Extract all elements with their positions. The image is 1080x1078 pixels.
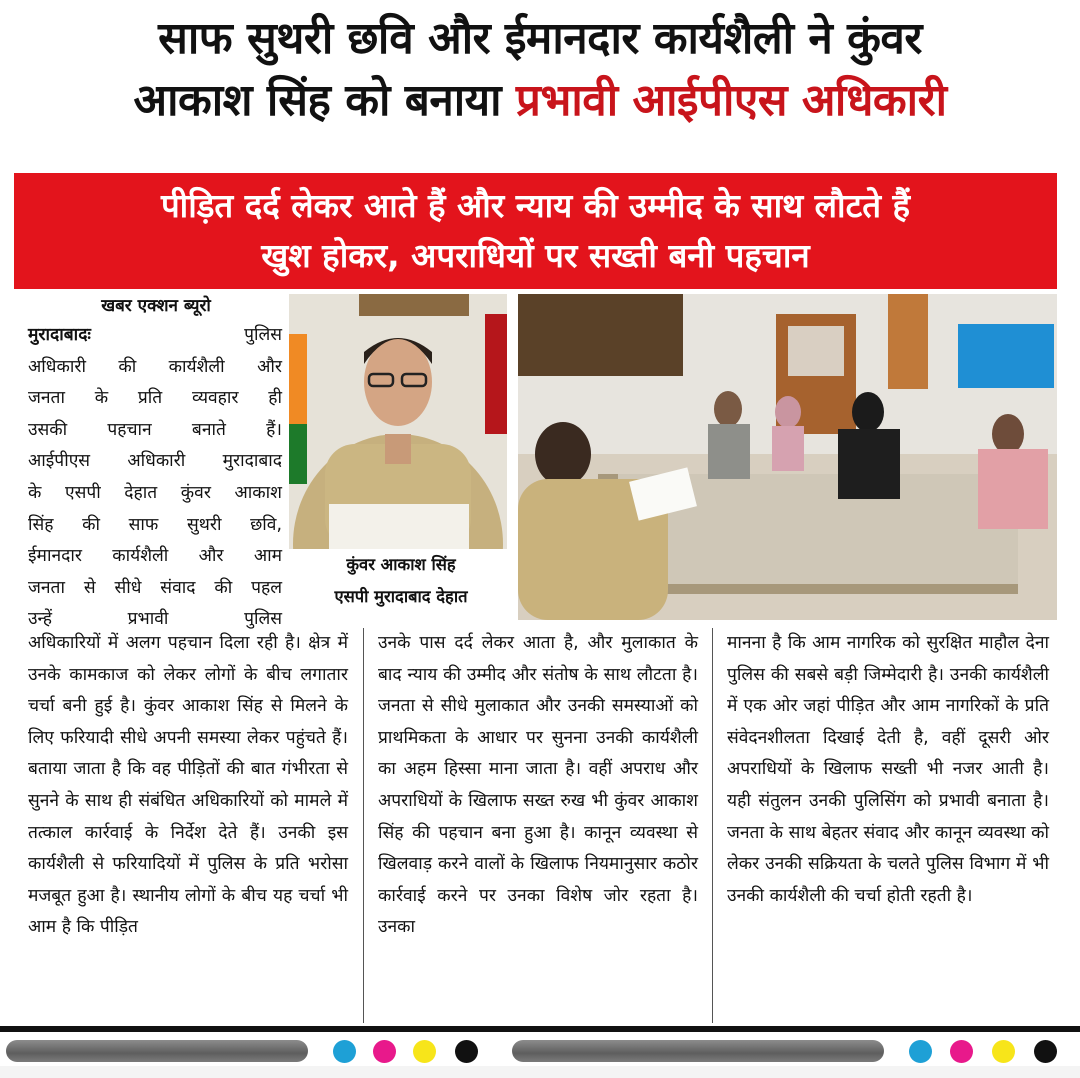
dateline-row — [28, 320, 282, 352]
text-line: जनता से सीधे संवाद की पहल — [28, 577, 282, 598]
footer-yellow-dot — [992, 1040, 1015, 1063]
footer-cyan-dot — [333, 1040, 356, 1063]
headline-line-2-plain: आकाश सिंह को बनाया — [133, 75, 502, 126]
photo-caption — [296, 549, 506, 613]
column-1-top — [28, 320, 282, 636]
text-line: सिंह की साफ सुथरी छवि, — [28, 514, 282, 535]
footer-grey-bar — [512, 1040, 884, 1062]
banner-line-1: पीड़ित दर्द लेकर आते हैं और न्याय की उम्मीद के साथ लौटते हैं — [160, 186, 911, 225]
officer-portrait-photo — [289, 294, 507, 549]
headline-line-2 — [0, 70, 1080, 132]
footer-black-dot — [1034, 1040, 1057, 1063]
column-1-bottom: अधिकारियों में अलग पहचान दिला रही है। क्षेत्र में उनके कामकाज को लेकर लोगों के बीच लगातार चर्चा बनी हुई है। कुंवर आकाश सिंह से मिलने के लिए फरियादी सीधे अपनी समस्या लेकर पहुंचते हैं। बताया जाता है कि वह पीड़ितों की बात गंभीरता से सुनने के साथ ही संबंधित अधिकारियों को मामले में तत्काल कार्रवाई के निर्देश देते हैं। उनकी इस कार्यशैली से फरियादियों में पुलिस के प्रति भरोसा मजबूत हुआ है। स्थानीय लोगों के बीच यह चर्चा भी आम है कि पीड़ित — [28, 633, 348, 938]
column-divider — [712, 628, 713, 1023]
officer-portrait-illustration — [289, 294, 507, 549]
text-line: अधिकारी की कार्यशैली और — [28, 356, 282, 377]
caption-title: एसपी मुरादाबाद देहात — [334, 587, 468, 606]
column-3: मानना है कि आम नागरिक को सुरक्षित माहौल देना पुलिस की सबसे बड़ी जिम्मेदारी है। उनकी कार्यशैली में एक ओर जहां पीड़ित और आम नागरिकों के प्रति संवेदनशीलता दिखाई देती है, वहीं दूसरी ओर अपराधियों के खिलाफ सख्ती भी नजर आती है। यही संतुलन उनकी पुलिसिंग को प्रभावी बनाता है। जनता के साथ बेहतर संवाद और कानून व्यवस्था को लेकर उनकी सक्रियता के चलते पुलिस विभाग में भी उनकी कार्यशैली की चर्चा होती रहती है। — [727, 633, 1049, 906]
text-line: ईमानदार कार्यशैली और आम — [28, 546, 282, 567]
headline-line-1: साफ सुथरी छवि और ईमानदार कार्यशैली ने कुंवर — [158, 13, 922, 64]
banner-line-2: खुश होकर, अपराधियों पर सख्ती बनी पहचान — [261, 236, 810, 275]
headline — [0, 8, 1080, 132]
footer-grey-bar — [6, 1040, 308, 1062]
text-line: उसकी पहचान बनाते हैं। — [28, 419, 282, 440]
bottom-margin — [0, 1066, 1080, 1078]
headline-line-2-accent: प्रभावी आईपीएस अधिकारी — [515, 75, 947, 126]
footer-cyan-dot — [909, 1040, 932, 1063]
meeting-photo — [518, 294, 1057, 620]
meeting-illustration — [518, 294, 1057, 620]
byline: खबर एक्शन ब्यूरो — [101, 296, 211, 316]
column-divider — [363, 628, 364, 1023]
caption-name: कुंवर आकाश सिंह — [346, 555, 456, 574]
footer-black-dot — [455, 1040, 478, 1063]
text-line: आईपीएस अधिकारी मुरादाबाद — [28, 451, 282, 472]
footer-magenta-dot — [373, 1040, 396, 1063]
text-line: पुलिस — [244, 325, 282, 345]
footer-rule — [0, 1026, 1080, 1032]
text-line: के एसपी देहात कुंवर आकाश — [28, 482, 282, 503]
footer-magenta-dot — [950, 1040, 973, 1063]
text-line: जनता के प्रति व्यवहार ही — [28, 388, 282, 409]
text-line: उन्हें प्रभावी पुलिस — [28, 609, 282, 630]
column-2: उनके पास दर्द लेकर आता है, और मुलाकात के बाद न्याय की उम्मीद और संतोष के साथ लौटता है। जनता से सीधे मुलाकात और उनकी समस्याओं को प्राथमिकता के आधार पर सुनना उनकी कार्यशैली का अहम हिस्सा माना जाता है। वहीं अपराध और अपराधियों के खिलाफ सख्त रुख भी कुंवर आकाश सिंह की पहचान बना हुआ है। कानून व्यवस्था से खिलवाड़ करने वालों के खिलाफ नियमानुसार कठोर कार्रवाई करने पर उनका विशेष जोर रहता है। उनका — [378, 633, 698, 938]
dateline: मुरादाबादः — [28, 325, 91, 345]
subheadline-banner — [14, 173, 1057, 289]
footer-yellow-dot — [413, 1040, 436, 1063]
